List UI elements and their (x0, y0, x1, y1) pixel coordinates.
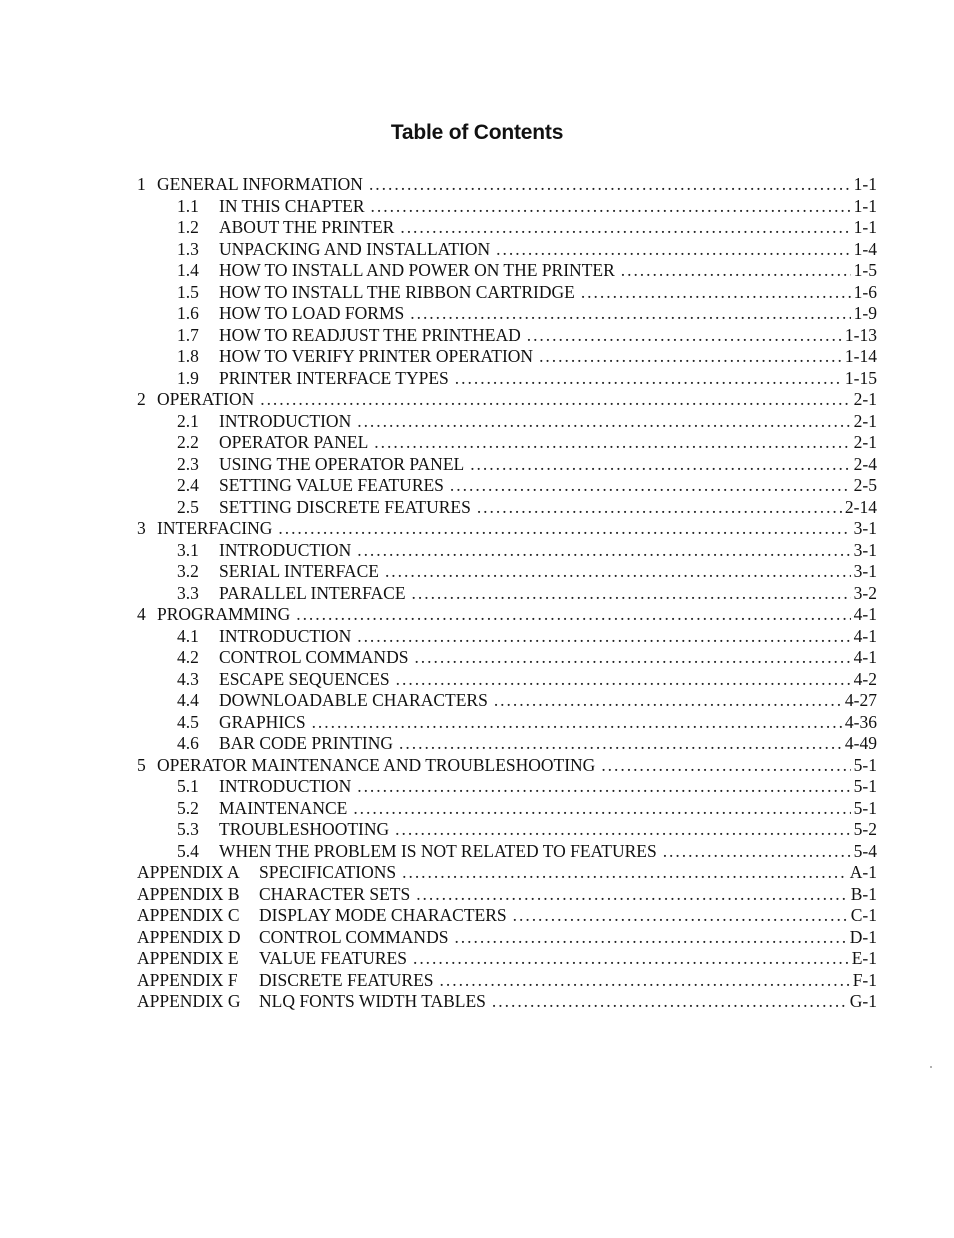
entry-title: SETTING DISCRETE FEATURES (219, 496, 471, 517)
entry-title: OPERATION (157, 389, 255, 409)
entry-page-number: 2-1 (853, 432, 877, 452)
entry-title: INTRODUCTION (219, 776, 352, 796)
entry-title: CONTROL COMMANDS (219, 647, 409, 667)
entry-page-number: 1-9 (853, 303, 877, 323)
dot-leader (357, 776, 850, 798)
entry-title: HOW TO LOAD FORMS (219, 303, 405, 323)
dot-leader (278, 518, 850, 540)
entry-number: APPENDIX E (137, 948, 239, 968)
dot-leader (395, 819, 851, 841)
entry-title: INTRODUCTION (219, 539, 352, 560)
toc-chapter-entry (137, 174, 877, 196)
entry-title: INTERFACING (157, 518, 273, 538)
entry-title: PRINTER INTERFACE TYPES (219, 367, 449, 388)
dot-leader (402, 862, 847, 884)
entry-page-number: 5-2 (853, 819, 877, 839)
entry-page-number: 5-1 (853, 754, 877, 775)
toc-section-entry (137, 712, 877, 734)
toc-appendix-entry (137, 970, 877, 992)
entry-page-number: C-1 (850, 905, 877, 925)
toc-section-entry (137, 733, 877, 755)
dot-leader (396, 669, 851, 691)
entry-page-number: 5-1 (853, 797, 877, 818)
dot-leader (400, 217, 850, 239)
toc-section-entry (137, 626, 877, 648)
dot-leader (440, 970, 850, 992)
entry-title: DISCRETE FEATURES (259, 969, 434, 990)
toc-section-entry (137, 260, 877, 282)
entry-page-number: D-1 (849, 926, 877, 947)
entry-page-number: B-1 (850, 883, 877, 904)
toc-chapter-entry (137, 604, 877, 626)
toc-section-entry (137, 368, 877, 390)
entry-number: 1.4 (177, 260, 199, 280)
dot-leader (374, 432, 850, 454)
dot-leader (371, 196, 851, 218)
entry-page-number: 1-13 (844, 324, 877, 345)
entry-page-number: 1-15 (844, 367, 877, 388)
entry-page-number: 1-1 (853, 174, 877, 194)
entry-title: IN THIS CHAPTER (219, 195, 365, 216)
entry-number: 4.2 (177, 647, 199, 667)
dot-leader (416, 884, 848, 906)
toc-section-entry (137, 282, 877, 304)
entry-page-number: 1-4 (853, 238, 877, 259)
toc-section-entry (137, 583, 877, 605)
entry-page-number: 5-4 (853, 840, 877, 861)
entry-title: SERIAL INTERFACE (219, 561, 379, 581)
entry-title: GRAPHICS (219, 711, 306, 732)
entry-title: PROGRAMMING (157, 604, 291, 624)
entry-page-number: 4-1 (853, 625, 877, 646)
toc-section-entry (137, 841, 877, 863)
entry-page-number: 2-1 (853, 410, 877, 431)
entry-number: 5.3 (177, 819, 199, 839)
dot-leader (494, 690, 842, 712)
toc-section-entry (137, 411, 877, 433)
entry-number: 1.3 (177, 238, 199, 259)
entry-title: GENERAL INFORMATION (157, 174, 363, 194)
entry-title: DISPLAY MODE CHARACTERS (259, 905, 507, 925)
toc-section-entry (137, 819, 877, 841)
entry-page-number: 1-5 (853, 260, 877, 280)
entry-title: HOW TO READJUST THE PRINTHEAD (219, 324, 521, 345)
entry-number: 2.1 (177, 410, 199, 431)
toc-section-entry (137, 217, 877, 239)
toc-section-entry (137, 475, 877, 497)
entry-title: HOW TO INSTALL THE RIBBON CARTRIDGE (219, 281, 575, 302)
entry-number: 5.2 (177, 797, 199, 818)
entry-title: ABOUT THE PRINTER (219, 217, 395, 237)
toc-appendix-entry (137, 884, 877, 906)
toc-appendix-entry (137, 905, 877, 927)
entry-number: 4.4 (177, 690, 199, 710)
entry-number: APPENDIX A (137, 862, 240, 882)
entry-title: CHARACTER SETS (259, 883, 411, 904)
toc-section-entry (137, 798, 877, 820)
entry-number: 1.6 (177, 303, 199, 323)
entry-page-number: 4-1 (853, 647, 877, 667)
entry-number: 1.9 (177, 367, 199, 388)
entry-title: MAINTENANCE (219, 797, 348, 818)
toc-section-entry (137, 776, 877, 798)
dot-leader (513, 905, 848, 927)
dot-leader (477, 497, 842, 519)
entry-number: 1.7 (177, 324, 199, 345)
toc-section-entry (137, 561, 877, 583)
entry-number: APPENDIX C (137, 905, 240, 925)
entry-number: 3.3 (177, 582, 199, 603)
table-of-contents (137, 174, 877, 1013)
entry-page-number: 3-1 (853, 561, 877, 581)
entry-title: UNPACKING AND INSTALLATION (219, 238, 491, 259)
entry-number: 4.1 (177, 625, 199, 646)
entry-number: 4 (137, 604, 146, 624)
dot-leader (413, 948, 849, 970)
entry-title: HOW TO INSTALL AND POWER ON THE PRINTER (219, 260, 615, 280)
toc-section-entry (137, 196, 877, 218)
toc-chapter-entry (137, 389, 877, 411)
entry-number: 5 (137, 754, 146, 775)
dot-leader (410, 303, 850, 325)
toc-section-entry (137, 325, 877, 347)
entry-page-number: 2-1 (853, 389, 877, 409)
dot-leader (663, 841, 851, 863)
toc-section-entry (137, 346, 877, 368)
entry-number: 2.3 (177, 453, 199, 474)
entry-page-number: 1-6 (853, 281, 877, 302)
entry-number: 4.5 (177, 711, 199, 732)
entry-page-number: 3-1 (853, 518, 877, 538)
dot-leader (455, 368, 842, 390)
entry-number: APPENDIX F (137, 969, 238, 990)
toc-appendix-entry (137, 862, 877, 884)
entry-title: TROUBLESHOOTING (219, 819, 390, 839)
dot-leader (412, 583, 851, 605)
dot-leader (296, 604, 850, 626)
entry-page-number: 2-5 (853, 475, 877, 495)
entry-page-number: A-1 (849, 862, 877, 882)
toc-appendix-entry (137, 991, 877, 1013)
entry-title: INTRODUCTION (219, 625, 352, 646)
dot-leader (470, 454, 850, 476)
toc-chapter-entry (137, 755, 877, 777)
dot-leader (450, 475, 851, 497)
toc-appendix-entry (137, 927, 877, 949)
entry-number: 3 (137, 518, 146, 538)
entry-number: 5.1 (177, 776, 199, 796)
entry-number: 4.6 (177, 733, 199, 753)
entry-page-number: 4-49 (844, 733, 877, 753)
entry-number: 2.2 (177, 432, 199, 452)
toc-section-entry (137, 669, 877, 691)
dot-leader (454, 927, 846, 949)
entry-page-number: 5-1 (853, 776, 877, 796)
entry-title: SETTING VALUE FEATURES (219, 475, 444, 495)
dot-leader (539, 346, 842, 368)
dot-leader (353, 798, 850, 820)
toc-section-entry (137, 454, 877, 476)
toc-section-entry (137, 647, 877, 669)
dot-leader (527, 325, 842, 347)
entry-title: OPERATOR PANEL (219, 432, 369, 452)
toc-appendix-entry (137, 948, 877, 970)
dot-leader (357, 411, 850, 433)
entry-number: 1.2 (177, 217, 199, 237)
dot-leader (357, 540, 850, 562)
toc-section-entry (137, 303, 877, 325)
dot-leader (399, 733, 842, 755)
dot-leader (260, 389, 850, 411)
entry-page-number: 1-1 (853, 195, 877, 216)
entry-number: 3.2 (177, 561, 199, 581)
scan-speck (930, 1066, 932, 1068)
dot-leader (414, 647, 850, 669)
page-title: Table of Contents (390, 121, 564, 144)
entry-page-number: 4-2 (853, 668, 877, 689)
dot-leader (621, 260, 851, 282)
entry-number: APPENDIX D (137, 926, 241, 947)
entry-title: HOW TO VERIFY PRINTER OPERATION (219, 346, 534, 366)
dot-leader (369, 174, 851, 196)
entry-number: APPENDIX B (137, 883, 240, 904)
entry-number: 1.1 (177, 195, 199, 216)
entry-title: SPECIFICATIONS (259, 862, 397, 882)
entry-title: NLQ FONTS WIDTH TABLES (259, 991, 486, 1011)
entry-title: PARALLEL INTERFACE (219, 582, 406, 603)
entry-title: CONTROL COMMANDS (259, 926, 449, 947)
entry-number: 2 (137, 389, 146, 409)
entry-number: 1.5 (177, 281, 199, 302)
entry-title: INTRODUCTION (219, 410, 352, 431)
entry-page-number: G-1 (849, 991, 877, 1011)
dot-leader (581, 282, 851, 304)
toc-section-entry (137, 239, 877, 261)
entry-title: BAR CODE PRINTING (219, 733, 394, 753)
entry-title: OPERATOR MAINTENANCE AND TROUBLESHOOTING (157, 754, 596, 775)
entry-title: VALUE FEATURES (259, 948, 407, 968)
dot-leader (357, 626, 850, 648)
entry-title: USING THE OPERATOR PANEL (219, 453, 465, 474)
entry-number: APPENDIX G (137, 991, 241, 1011)
entry-title: DOWNLOADABLE CHARACTERS (219, 690, 488, 710)
entry-page-number: 3-2 (853, 582, 877, 603)
entry-page-number: F-1 (852, 969, 877, 990)
dot-leader (312, 712, 842, 734)
toc-section-entry (137, 540, 877, 562)
entry-page-number: 4-1 (853, 604, 877, 624)
toc-section-entry (137, 690, 877, 712)
entry-page-number: 2-4 (853, 453, 877, 474)
entry-number: 3.1 (177, 539, 199, 560)
entry-number: 2.5 (177, 496, 199, 517)
entry-page-number: 4-27 (844, 690, 877, 710)
entry-page-number: 3-1 (853, 539, 877, 560)
entry-title: ESCAPE SEQUENCES (219, 668, 390, 689)
entry-page-number: E-1 (851, 948, 877, 968)
toc-section-entry (137, 497, 877, 519)
entry-number: 1.8 (177, 346, 199, 366)
dot-leader (496, 239, 851, 261)
dot-leader (601, 755, 850, 777)
toc-chapter-entry (137, 518, 877, 540)
entry-title: WHEN THE PROBLEM IS NOT RELATED TO FEATURES (219, 840, 657, 861)
entry-number: 5.4 (177, 840, 199, 861)
dot-leader (492, 991, 847, 1013)
entry-number: 2.4 (177, 475, 199, 495)
entry-page-number: 2-14 (844, 496, 877, 517)
entry-page-number: 1-14 (844, 346, 877, 366)
toc-section-entry (137, 432, 877, 454)
dot-leader (385, 561, 851, 583)
entry-number: 4.3 (177, 668, 199, 689)
entry-page-number: 1-1 (853, 217, 877, 237)
entry-number: 1 (137, 174, 146, 194)
entry-page-number: 4-36 (844, 711, 877, 732)
